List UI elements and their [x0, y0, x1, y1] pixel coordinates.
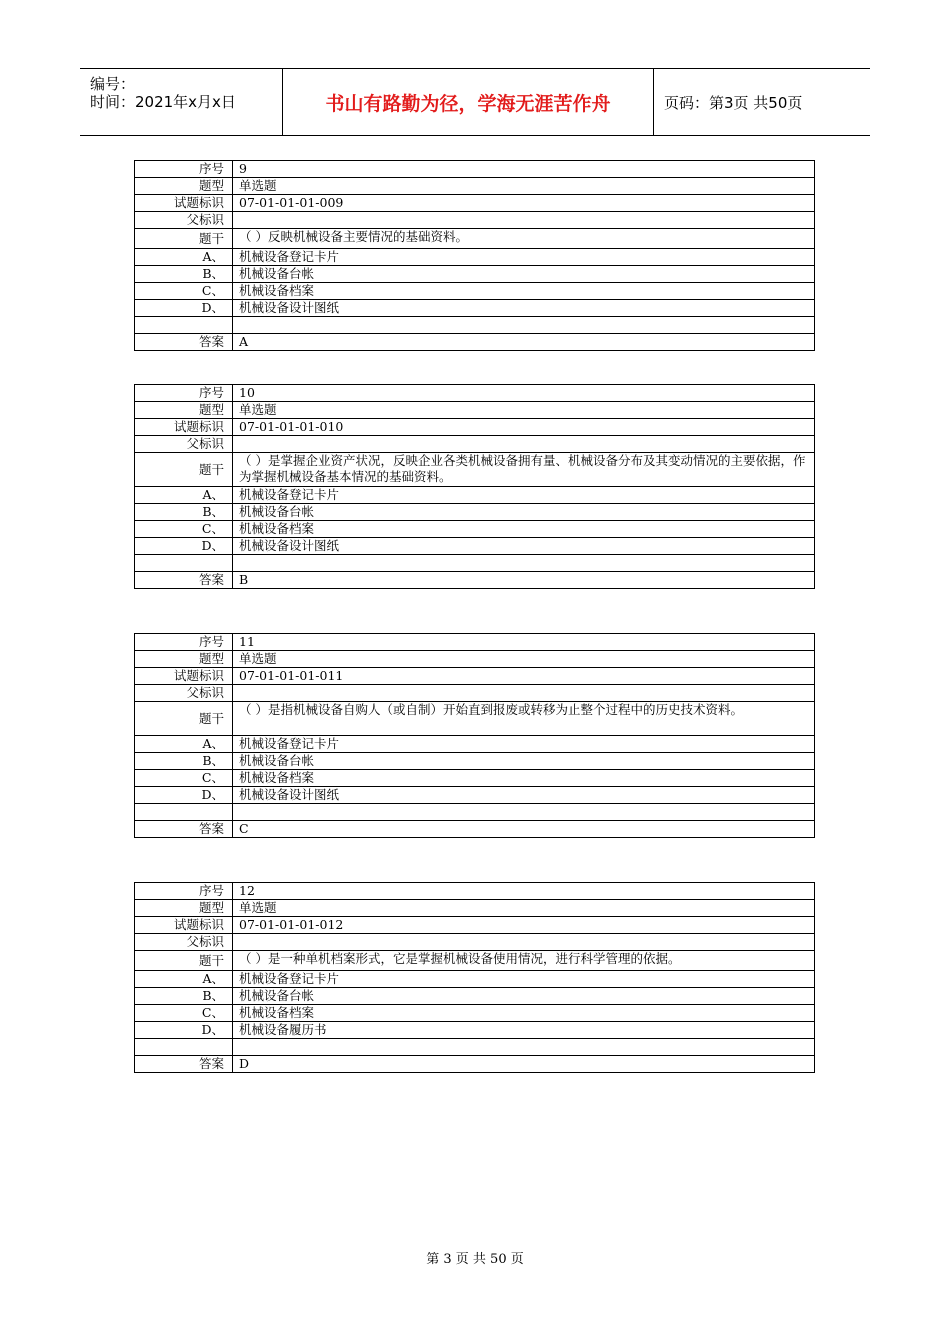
question-table-9 [134, 160, 815, 351]
row-option-a [135, 971, 815, 988]
row-id [135, 668, 815, 685]
option-b-value: 机械设备台帐 [233, 988, 815, 1005]
row-parent [135, 685, 815, 702]
option-c-value: 机械设备档案 [233, 283, 815, 300]
option-a-value: 机械设备登记卡片 [233, 736, 815, 753]
stem-value: （ ）反映机械设备主要情况的基础资料。 [233, 229, 815, 249]
row-type [135, 900, 815, 917]
option-a-label: A、 [135, 487, 233, 504]
empty-label [135, 804, 233, 821]
row-answer [135, 821, 815, 838]
question-table-11 [134, 633, 815, 838]
page-header [80, 68, 870, 136]
row-option-c [135, 770, 815, 787]
option-d-value: 机械设备设计图纸 [233, 300, 815, 317]
seq-value: 12 [233, 883, 815, 900]
option-c-label: C、 [135, 283, 233, 300]
stem-label: 题干 [135, 702, 233, 736]
empty-label [135, 317, 233, 334]
time-label: 时间：2021年x月x日 [90, 93, 236, 111]
row-type [135, 402, 815, 419]
row-seq [135, 161, 815, 178]
type-label: 题型 [135, 651, 233, 668]
row-empty [135, 1039, 815, 1056]
option-c-label: C、 [135, 1005, 233, 1022]
row-parent [135, 212, 815, 229]
row-option-c [135, 521, 815, 538]
stem-value: （ ）是掌握企业资产状况，反映企业各类机械设备拥有量、机械设备分布及其变动情况的主要依据，作为掌握机械设备基本情况的基础资料。 [233, 453, 815, 487]
parent-label: 父标识 [135, 212, 233, 229]
option-c-label: C、 [135, 770, 233, 787]
parent-label: 父标识 [135, 934, 233, 951]
type-value: 单选题 [233, 900, 815, 917]
type-label: 题型 [135, 900, 233, 917]
option-b-label: B、 [135, 753, 233, 770]
option-c-value: 机械设备档案 [233, 521, 815, 538]
motto: 书山有路勤为径，学海无涯苦作舟 [282, 69, 654, 135]
question-table-10 [134, 384, 815, 589]
row-parent [135, 436, 815, 453]
option-c-label: C、 [135, 521, 233, 538]
answer-value: B [233, 572, 815, 589]
option-d-label: D、 [135, 538, 233, 555]
option-d-value: 机械设备设计图纸 [233, 538, 815, 555]
stem-label: 题干 [135, 951, 233, 971]
option-b-label: B、 [135, 988, 233, 1005]
row-option-a [135, 249, 815, 266]
parent-value [233, 934, 815, 951]
id-value: 07-01-01-01-011 [233, 668, 815, 685]
parent-value [233, 685, 815, 702]
option-b-value: 机械设备台帐 [233, 753, 815, 770]
option-a-label: A、 [135, 971, 233, 988]
id-label: 试题标识 [135, 917, 233, 934]
id-label: 试题标识 [135, 195, 233, 212]
parent-label: 父标识 [135, 436, 233, 453]
id-value: 07-01-01-01-012 [233, 917, 815, 934]
empty-label [135, 555, 233, 572]
row-type [135, 178, 815, 195]
option-c-value: 机械设备档案 [233, 1005, 815, 1022]
row-stem [135, 229, 815, 249]
row-answer [135, 1056, 815, 1073]
empty-value [233, 317, 815, 334]
seq-value: 11 [233, 634, 815, 651]
row-option-c [135, 1005, 815, 1022]
option-a-value: 机械设备登记卡片 [233, 487, 815, 504]
option-b-label: B、 [135, 266, 233, 283]
seq-value: 10 [233, 385, 815, 402]
row-option-d [135, 787, 815, 804]
type-value: 单选题 [233, 651, 815, 668]
seq-label: 序号 [135, 161, 233, 178]
seq-label: 序号 [135, 385, 233, 402]
option-a-label: A、 [135, 249, 233, 266]
seq-value: 9 [233, 161, 815, 178]
row-option-d [135, 538, 815, 555]
row-seq [135, 634, 815, 651]
parent-label: 父标识 [135, 685, 233, 702]
option-d-label: D、 [135, 300, 233, 317]
row-option-c [135, 283, 815, 300]
option-c-value: 机械设备档案 [233, 770, 815, 787]
row-option-b [135, 266, 815, 283]
row-id [135, 195, 815, 212]
option-d-value: 机械设备履历书 [233, 1022, 815, 1039]
parent-value [233, 436, 815, 453]
answer-label: 答案 [135, 334, 233, 351]
answer-value: A [233, 334, 815, 351]
parent-value [233, 212, 815, 229]
answer-label: 答案 [135, 572, 233, 589]
option-d-label: D、 [135, 787, 233, 804]
row-option-a [135, 736, 815, 753]
option-a-value: 机械设备登记卡片 [233, 971, 815, 988]
row-option-d [135, 1022, 815, 1039]
row-id [135, 917, 815, 934]
row-stem [135, 453, 815, 487]
option-b-label: B、 [135, 504, 233, 521]
option-a-label: A、 [135, 736, 233, 753]
type-label: 题型 [135, 402, 233, 419]
row-empty [135, 804, 815, 821]
empty-value [233, 804, 815, 821]
row-empty [135, 317, 815, 334]
number-label: 编号： [90, 75, 136, 93]
row-answer [135, 334, 815, 351]
type-value: 单选题 [233, 178, 815, 195]
stem-value: （ ）是指机械设备自购人（或自制）开始直到报废或转移为止整个过程中的历史技术资料。 [233, 702, 815, 736]
id-label: 试题标识 [135, 419, 233, 436]
empty-value [233, 1039, 815, 1056]
stem-value: （ ）是一种单机档案形式，它是掌握机械设备使用情况，进行科学管理的依据。 [233, 951, 815, 971]
row-seq [135, 385, 815, 402]
stem-label: 题干 [135, 229, 233, 249]
row-option-b [135, 504, 815, 521]
option-d-label: D、 [135, 1022, 233, 1039]
row-id [135, 419, 815, 436]
option-b-value: 机械设备台帐 [233, 266, 815, 283]
row-option-d [135, 300, 815, 317]
id-value: 07-01-01-01-010 [233, 419, 815, 436]
seq-label: 序号 [135, 883, 233, 900]
row-option-a [135, 487, 815, 504]
empty-label [135, 1039, 233, 1056]
id-label: 试题标识 [135, 668, 233, 685]
question-table-12 [134, 882, 815, 1073]
header-meta [80, 69, 282, 135]
row-type [135, 651, 815, 668]
row-option-b [135, 988, 815, 1005]
type-label: 题型 [135, 178, 233, 195]
answer-value: C [233, 821, 815, 838]
row-parent [135, 934, 815, 951]
answer-label: 答案 [135, 1056, 233, 1073]
row-option-b [135, 753, 815, 770]
page-footer: 第 3 页 共 50 页 [426, 1252, 524, 1267]
option-a-value: 机械设备登记卡片 [233, 249, 815, 266]
type-value: 单选题 [233, 402, 815, 419]
page-info: 页码：第3页 共50页 [664, 93, 803, 112]
row-seq [135, 883, 815, 900]
seq-label: 序号 [135, 634, 233, 651]
row-answer [135, 572, 815, 589]
answer-value: D [233, 1056, 815, 1073]
answer-label: 答案 [135, 821, 233, 838]
stem-label: 题干 [135, 453, 233, 487]
row-stem [135, 951, 815, 971]
id-value: 07-01-01-01-009 [233, 195, 815, 212]
option-d-value: 机械设备设计图纸 [233, 787, 815, 804]
option-b-value: 机械设备台帐 [233, 504, 815, 521]
row-empty [135, 555, 815, 572]
row-stem [135, 702, 815, 736]
empty-value [233, 555, 815, 572]
